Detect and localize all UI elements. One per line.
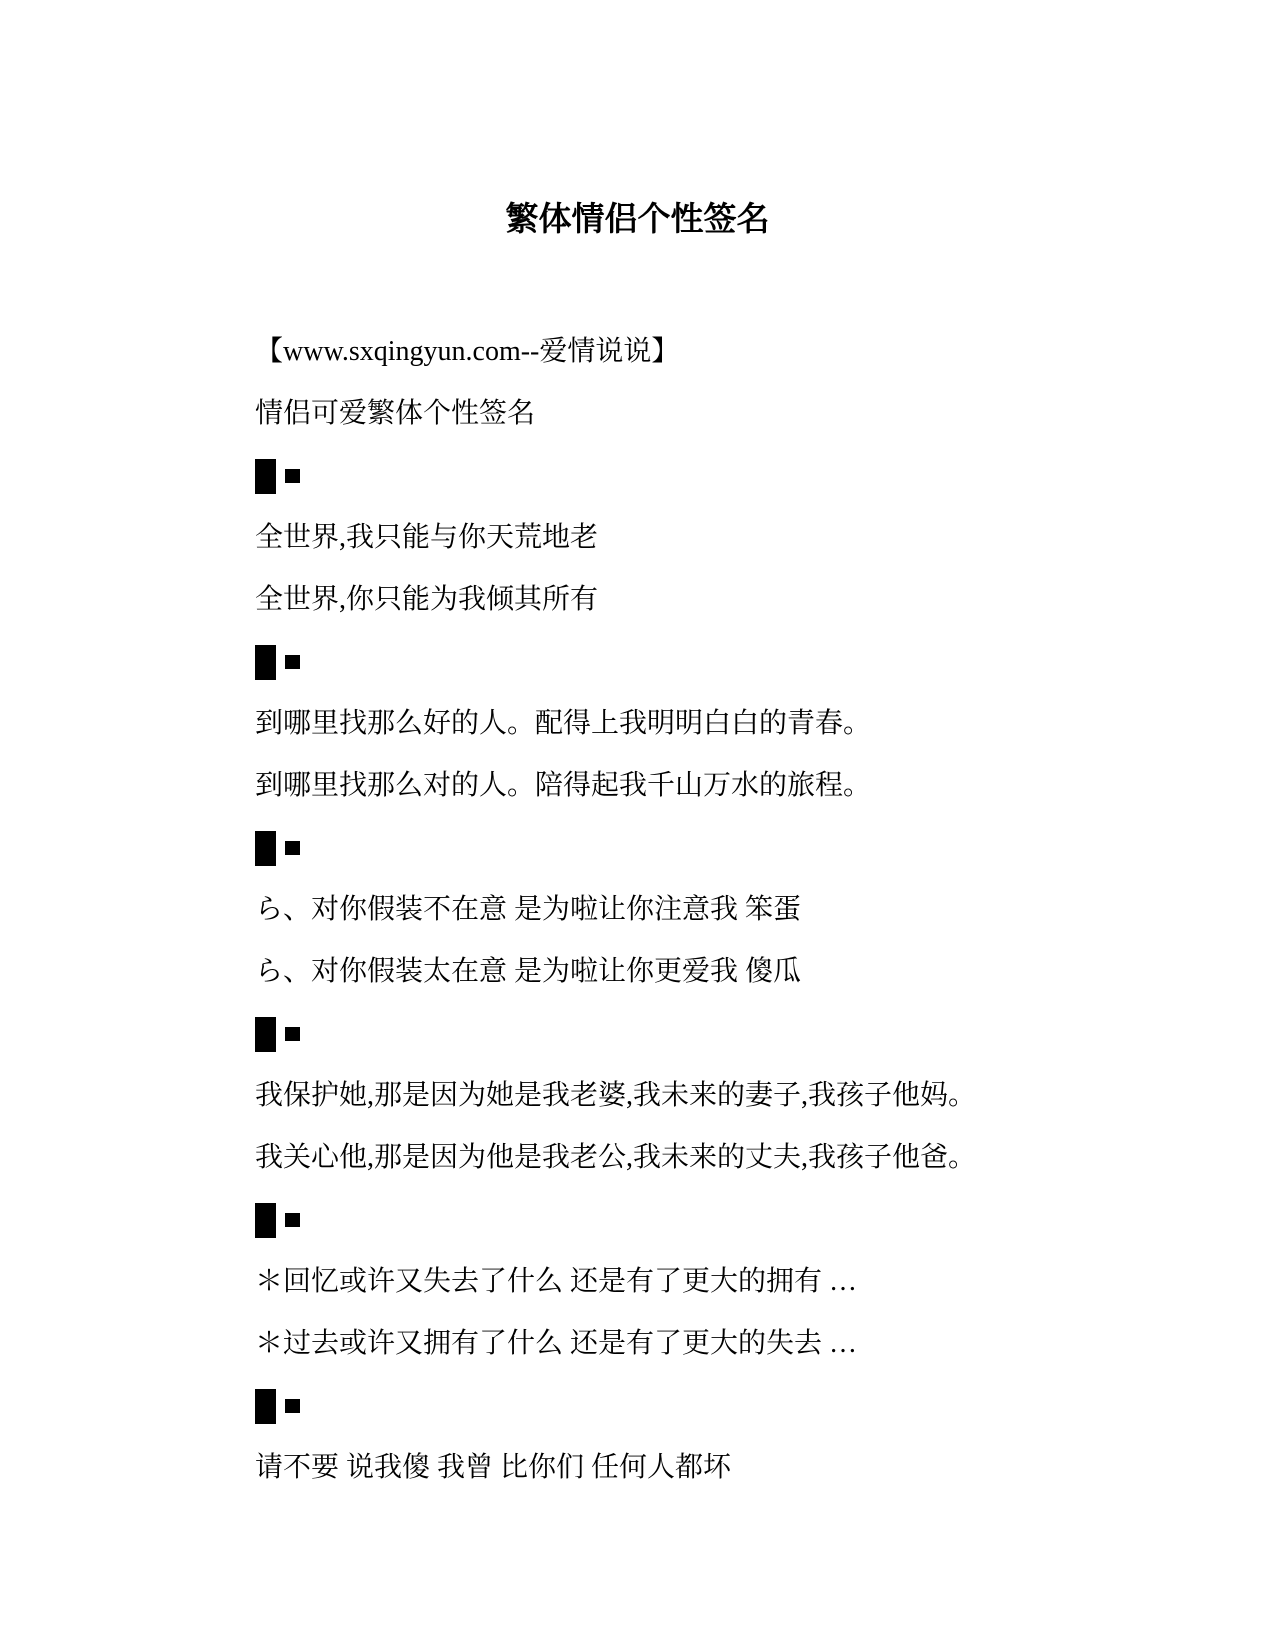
- missing-glyph-separator: [255, 1202, 1125, 1238]
- signature-line: 我关心他,那是因为他是我老公,我未来的丈夫,我孩子他爸。: [255, 1142, 977, 1173]
- missing-glyph-block-large: [255, 1389, 276, 1424]
- missing-glyph-separator: [255, 458, 1125, 494]
- signature-line: 全世界,你只能为我倾其所有: [255, 584, 599, 615]
- signature-line: ＊过去或许又拥有了什么 还是有了更大的失去 …: [255, 1328, 858, 1359]
- missing-glyph-block-large: [255, 1017, 276, 1052]
- page-title: 繁体情侣个性签名: [505, 200, 770, 237]
- missing-glyph-block-large: [255, 1203, 276, 1238]
- signature-line: 请不要 说我傻 我曾 比你们 任何人都坏: [255, 1452, 732, 1483]
- missing-glyph-block-large: [255, 459, 276, 494]
- document-body: [0, 240, 1275, 1486]
- missing-glyph-block-large: [255, 831, 276, 866]
- missing-glyph-block-small: [285, 1399, 300, 1413]
- signature-line: 到哪里找那么对的人。陪得起我千山万水的旅程。: [255, 770, 872, 801]
- missing-glyph-block-small: [285, 1213, 300, 1227]
- signature-line: ＊回忆或许又失去了什么 还是有了更大的拥有 …: [255, 1266, 858, 1297]
- signature-line: 到哪里找那么好的人。配得上我明明白白的青春。: [255, 708, 872, 739]
- subtitle: 情侣可爱繁体个性签名: [255, 398, 536, 429]
- missing-glyph-block-large: [255, 645, 276, 680]
- missing-glyph-block-small: [285, 655, 300, 669]
- source-line: 【www.sxqingyun.com--爱情说说】: [255, 336, 680, 367]
- missing-glyph-block-small: [285, 469, 300, 483]
- signature-line: ら、对你假装不在意 是为啦让你注意我 笨蛋: [255, 894, 802, 925]
- missing-glyph-separator: [255, 830, 1125, 866]
- missing-glyph-block-small: [285, 841, 300, 855]
- missing-glyph-separator: [255, 644, 1125, 680]
- signature-line: 全世界,我只能与你天荒地老: [255, 522, 599, 553]
- missing-glyph-separator: [255, 1016, 1125, 1052]
- missing-glyph-separator: [255, 1388, 1125, 1424]
- signature-line: 我保护她,那是因为她是我老婆,我未来的妻子,我孩子他妈。: [255, 1080, 977, 1111]
- missing-glyph-block-small: [285, 1027, 300, 1041]
- signature-line: ら、对你假装太在意 是为啦让你更爱我 傻瓜: [255, 956, 802, 987]
